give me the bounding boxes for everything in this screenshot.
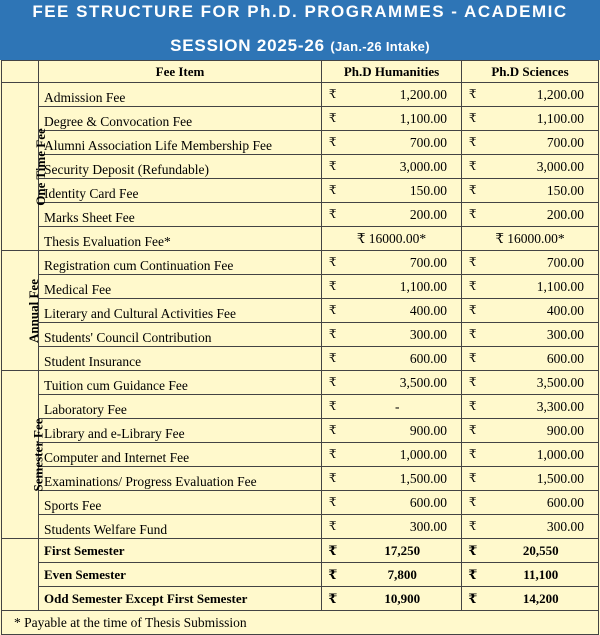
humanities-value: -: [344, 395, 462, 419]
rupee-icon: ₹: [322, 251, 344, 275]
sciences-value: 700.00: [484, 131, 599, 155]
footnote-row: [2, 611, 599, 635]
rupee-icon: ₹: [462, 395, 484, 419]
rupee-icon: ₹: [462, 539, 484, 563]
category-header: [2, 61, 39, 83]
sciences-value: 600.00: [484, 491, 599, 515]
rupee-icon: ₹: [322, 203, 344, 227]
rupee-icon: ₹: [322, 107, 344, 131]
total-row: [2, 539, 599, 563]
rupee-icon: ₹: [462, 491, 484, 515]
rupee-icon: ₹: [462, 275, 484, 299]
rupee-icon: ₹: [322, 491, 344, 515]
rupee-icon: ₹: [462, 587, 484, 611]
rupee-icon: ₹: [462, 323, 484, 347]
fee-row: [2, 203, 599, 227]
humanities-value: 1,200.00: [344, 83, 462, 107]
humanities-total: 17,250: [344, 539, 462, 563]
rupee-icon: ₹: [322, 443, 344, 467]
sciences-value: 1,000.00: [484, 443, 599, 467]
fee-item: Computer and Internet Fee: [39, 443, 322, 467]
sciences-value: 1,100.00: [484, 275, 599, 299]
fee-item: Sports Fee: [39, 491, 322, 515]
humanities-total: 7,800: [344, 563, 462, 587]
humanities-value: ₹ 16000.00*: [322, 227, 462, 251]
rupee-icon: ₹: [322, 83, 344, 107]
rupee-icon: ₹: [322, 323, 344, 347]
sciences-value: 150.00: [484, 179, 599, 203]
rupee-icon: ₹: [462, 107, 484, 131]
header-title-line2: [0, 35, 600, 58]
fee-row: [2, 299, 599, 323]
rupee-icon: ₹: [462, 371, 484, 395]
rupee-icon: ₹: [462, 179, 484, 203]
fee-item: Literary and Cultural Activities Fee: [39, 299, 322, 323]
sciences-value: 400.00: [484, 299, 599, 323]
rupee-icon: ₹: [322, 539, 344, 563]
humanities-value: 600.00: [344, 491, 462, 515]
fee-item: Degree & Convocation Fee: [39, 107, 322, 131]
rupee-icon: ₹: [322, 371, 344, 395]
fee-item: Students' Council Contribution: [39, 323, 322, 347]
humanities-value: 300.00: [344, 515, 462, 539]
rupee-icon: ₹: [322, 299, 344, 323]
footnote: * Payable at the time of Thesis Submission: [2, 611, 599, 635]
humanities-value: 3,500.00: [344, 371, 462, 395]
fee-item: Registration cum Continuation Fee: [39, 251, 322, 275]
fee-row: [2, 371, 599, 395]
rupee-icon: ₹: [322, 587, 344, 611]
session-label: SESSION 2025-26: [170, 36, 325, 55]
sciences-value: 300.00: [484, 323, 599, 347]
fee-table: [1, 60, 599, 635]
fee-item: Thesis Evaluation Fee*: [39, 227, 322, 251]
rupee-icon: ₹: [322, 155, 344, 179]
humanities-value: 1,100.00: [344, 275, 462, 299]
rupee-icon: ₹: [322, 563, 344, 587]
intake-label: (Jan.-26 Intake): [330, 39, 430, 54]
humanities-value: 150.00: [344, 179, 462, 203]
fee-item: Laboratory Fee: [39, 395, 322, 419]
fee-item: Identity Card Fee: [39, 179, 322, 203]
fee-item: Marks Sheet Fee: [39, 203, 322, 227]
fee-row: [2, 515, 599, 539]
humanities-value: 1,000.00: [344, 443, 462, 467]
fee-item: Student Insurance: [39, 347, 322, 371]
fee-row: [2, 395, 599, 419]
sciences-value: ₹ 16000.00*: [462, 227, 599, 251]
humanities-value: 1,100.00: [344, 107, 462, 131]
sciences-total: 20,550: [484, 539, 599, 563]
sciences-value: 300.00: [484, 515, 599, 539]
humanities-total: 10,900: [344, 587, 462, 611]
one-time-fee-category: One Time Fee: [2, 83, 39, 251]
total-label: Even Semester: [39, 563, 322, 587]
sciences-value: 3,500.00: [484, 371, 599, 395]
rupee-icon: ₹: [462, 467, 484, 491]
total-row: [2, 587, 599, 611]
rupee-icon: ₹: [462, 83, 484, 107]
fee-item: Students Welfare Fund: [39, 515, 322, 539]
humanities-value: 900.00: [344, 419, 462, 443]
sciences-value: 3,300.00: [484, 395, 599, 419]
rupee-icon: ₹: [462, 155, 484, 179]
rupee-icon: ₹: [462, 347, 484, 371]
fee-item: Tuition cum Guidance Fee: [39, 371, 322, 395]
humanities-header: Ph.D Humanities: [322, 61, 462, 83]
sciences-total: 14,200: [484, 587, 599, 611]
fee-row: [2, 179, 599, 203]
total-row: [2, 563, 599, 587]
total-label: Odd Semester Except First Semester: [39, 587, 322, 611]
rupee-icon: ₹: [462, 515, 484, 539]
rupee-icon: ₹: [322, 395, 344, 419]
fee-row: [2, 131, 599, 155]
rupee-icon: ₹: [322, 131, 344, 155]
fee-row: [2, 443, 599, 467]
humanities-value: 400.00: [344, 299, 462, 323]
fee-row: [2, 83, 599, 107]
rupee-icon: ₹: [462, 443, 484, 467]
fee-item: Security Deposit (Refundable): [39, 155, 322, 179]
rupee-icon: ₹: [462, 203, 484, 227]
fee-item: Library and e-Library Fee: [39, 419, 322, 443]
sciences-value: 200.00: [484, 203, 599, 227]
fee-row: [2, 347, 599, 371]
fee-row: [2, 491, 599, 515]
fee-item-header: Fee Item: [39, 61, 322, 83]
total-label: First Semester: [39, 539, 322, 563]
humanities-value: 700.00: [344, 131, 462, 155]
humanities-value: 600.00: [344, 347, 462, 371]
fee-row: [2, 467, 599, 491]
fee-row: [2, 419, 599, 443]
rupee-icon: ₹: [322, 275, 344, 299]
rupee-icon: ₹: [322, 179, 344, 203]
humanities-value: 700.00: [344, 251, 462, 275]
rupee-icon: ₹: [462, 131, 484, 155]
annual-fee-category: Annual Fee: [2, 251, 39, 371]
sciences-header: Ph.D Sciences: [462, 61, 599, 83]
sciences-value: 600.00: [484, 347, 599, 371]
header-title-line1: FEE STRUCTURE FOR Ph.D. PROGRAMMES - ACADEMIC: [32, 2, 568, 21]
rupee-icon: ₹: [462, 251, 484, 275]
fee-row: [2, 227, 599, 251]
fee-row: [2, 251, 599, 275]
sciences-total: 11,100: [484, 563, 599, 587]
humanities-value: 1,500.00: [344, 467, 462, 491]
humanities-value: 3,000.00: [344, 155, 462, 179]
rupee-icon: ₹: [322, 347, 344, 371]
humanities-value: 200.00: [344, 203, 462, 227]
rupee-icon: ₹: [462, 299, 484, 323]
rupee-icon: ₹: [322, 515, 344, 539]
fee-item: Medical Fee: [39, 275, 322, 299]
rupee-icon: ₹: [462, 563, 484, 587]
fee-row: [2, 107, 599, 131]
totals-category: [2, 539, 39, 611]
fee-row: [2, 323, 599, 347]
sciences-value: 1,100.00: [484, 107, 599, 131]
sciences-value: 1,200.00: [484, 83, 599, 107]
fee-row: [2, 275, 599, 299]
sciences-value: 700.00: [484, 251, 599, 275]
humanities-value: 300.00: [344, 323, 462, 347]
rupee-icon: ₹: [322, 419, 344, 443]
rupee-icon: ₹: [462, 419, 484, 443]
fee-item: Admission Fee: [39, 83, 322, 107]
fee-item: Alumni Association Life Membership Fee: [39, 131, 322, 155]
sciences-value: 900.00: [484, 419, 599, 443]
rupee-icon: ₹: [322, 467, 344, 491]
sciences-value: 1,500.00: [484, 467, 599, 491]
sciences-value: 3,000.00: [484, 155, 599, 179]
fee-item: Examinations/ Progress Evaluation Fee: [39, 467, 322, 491]
fee-row: [2, 155, 599, 179]
semester-fee-category: Semester Fee: [2, 371, 39, 539]
page-header: [0, 0, 600, 60]
